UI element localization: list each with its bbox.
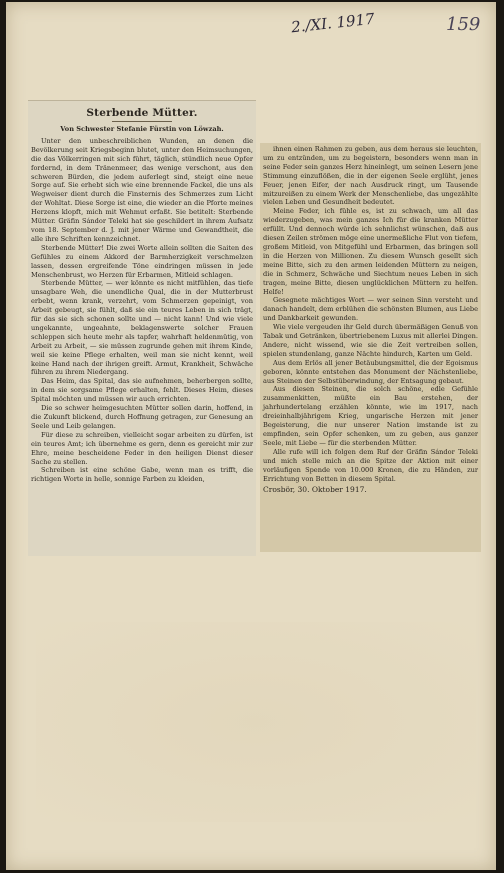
article-paragraph: Sterbende Mütter! Die zwei Worte allein sollten die Saiten des Gefühles zu einem Akkord der Barmherzigkeit verschmelzen lassen, dessen ergreifende Töne eindringen müssen in jede Menschenbrust, wo Herzen für Erbarmen, Mitleid schlagen. [31,243,253,279]
handwritten-date: 2./XI. 1917 [290,9,376,37]
article-paragraph: Die so schwer heimgesuchten Mütter sollen darin, hoffend, in die Zukunft blickend, durch Hoffnung getragen, zur Genesung an Seele und Leib gelangen. [31,404,253,430]
newspaper-clipping-right [260,143,481,552]
article-byline: Von Schwester Stefanie Fürstin von Löwzah. [60,125,224,133]
paper-stain [36,622,476,822]
article-signoff: Crosbör, 30. Oktober 1917. [263,485,367,495]
article-paragraph: Aus dem Erlös all jener Betäubungsmittel, die der Egoismus geboren, könnte entstehen das Monument der Nächstenliebe, aus Steinen der Selbstüberwindung, der Entsagung gebaut. [263,358,478,385]
article-paragraph: Für diese zu schreiben, vielleicht sogar arbeiten zu dürfen, ist ein teures Amt; ich übernehme es gern, denn es gereicht mir zur Ehre, meine bescheidene Feder in den heiligen Dienst dieser Sache zu stellen. [31,430,253,466]
article-paragraph: Aus diesen Steinen, die solch schöne, edle Gefühle zusammenkitten, müßte ein Bau erstehen, der jahrhundertelang erzählen könnte, wie im 1917, nach dreieinhalbjährigem Krieg, ungarische Herzen mit jener Begeisterung, die nur unserer Nation imstande ist zu empfinden, sein Opfer schenken, um zu geben, aus ganzer Seele, mit Liebe — für die sterbenden Mütter. [263,385,478,447]
article-paragraph: Wie viele vergeuden ihr Geld durch übermäßigen Genuß von Tabak und Getränken, übertriebenem Luxus mit allerlei Dingen. Andere, nicht wissend, wie sie die Zeit vertreiben sollen, spielen stundenlang, ganze Nächte hindurch, Karten um Geld. [263,323,479,358]
article-paragraph: Das Heim, das Spital, das sie aufnehmen, beherbergen sollte, in dem sie sorgsame Pflege erhalten, fehlt. Dieses Heim, dieses Spital möchten und müssen wir auch errichten. [31,377,253,404]
archive-page [6,2,496,870]
newspaper-clipping-left [28,100,256,556]
article-paragraph: ihnen einen Rahmen zu geben, aus dem heraus sie leuchten, um zu entzünden, um zu begeistern, besonders wenn man in seine Feder sein ganzes Herz hineinlegt, um seinen Lesern jene Stimmung einzuflößen, die in der eigenen Seele erglüht, jenes Feuer, jenen Eifer, der nach Ausdruck ringt, um Tausende mitzureißen zu einem Werk der Menschenliebe, das ungezählte vielen Leben und Gesundheit bedeutet. [263,145,478,207]
article-paragraph: Meine Feder, ich fühle es, ist zu schwach, um all das wiederzugeben, was mein ganzes Ich für die kranken Mütter erfüllt. Und dennoch würde ich sehnlichst wünschen, daß aus diesen Zeilen strömen möge eine unermeßliche Flut von tiefem, großem Mitleid, von Mitgefühl und Erbarmen, das bringen soll in die Herzen von Millionen. Zu diesem Wunsch gesellt sich meine Bitte, sich zu den armen leidenden Müttern zu neigen, die in Schmerz, Schwäche und Siechtum neues Leben in sich tragen, meine Bitte, diesen unglücklichen Müttern zu helfen. Helfe! [263,207,478,296]
article-paragraph: Schreiben ist eine schöne Gabe, wenn man es trifft, die richtigen Worte in helle, sonnige Farben zu kleiden, [31,466,253,484]
article-paragraph: Gesegnete mächtiges Wort — wer seinen Sinn versteht und danach handelt, dem erblühen die schönsten Blumen, aus Liebe und Dankbarkeit gewunden. [263,296,478,323]
title-divider [112,121,172,122]
article-paragraph: Alle rufe will ich folgen dem Ruf der Gräfin Sándor Teleki und mich stelle mich an die Spitze der Aktion mit einer vorläufigen Spende von 10.000 Kronen, die zu Händen, zur Errichtung von Betten in diesem Spital. [263,447,478,483]
folio-number: 159 [446,14,481,35]
article-title: Sterbende Mütter. [86,107,198,119]
article-paragraph: Sterbende Mütter, — wer könnte es nicht mitfühlen, das tiefe unsagbare Weh, die unendliche Qual, die in der Mutterbrust erbebt, wenn krank, verzehrt, vom Schmerzen gepeinigt, von Arbeit gebeugt, sie fühlt, daß sie ein teures Leben in sich trägt, für das sie sich schonen sollte und — nicht kann! Und wie viele ungekannte, ungeahnte, beklagenswerte solcher Frauen schleppen sich heute mehr als tapfer, wahrhaft heldenmütig, von Arbeit zu Arbeit, — sie müssen zugrunde gehen mit ihrem Kinde, weil sie keine Pflege erhalten, weil man sie nicht kennt, weil keine Hand nach der ihrigen greift. Armut, Krankheit, Schwäche führen zu ihrem Niedergang. [31,279,253,377]
article-paragraph: Unter den unbeschreiblichen Wunden, an denen die Bevölkerung seit Kriegsbeginn blutet, unter den Heimsuchungen, die das Völkerringen mit sich führt, täglich, stündlich neue Opfer fordernd, in dem Tränenmeer, das wenige verschont, aus den schweren Bürden, die jedem auferlegt sind, steigt eine neue Sorge auf. Sie erhebt sich wie eine brennende Fackel, die uns als Wegweiser dient durch die Finsternis des Schmerzes zum Licht der Wohltat. Diese Sorge ist eine, die wieder an die Pforte meines Herzens klopft, mich mit Wehmut erfaßt. Sie betitelt: Sterbende Mütter. Gräfin Sándor Teleki hat sie geschildert in ihrem Aufsatz vom 18. September d. J. mit jener Wärme und Gewandtheit, die alle ihre Schriften kennzeichnet. [31,136,253,243]
